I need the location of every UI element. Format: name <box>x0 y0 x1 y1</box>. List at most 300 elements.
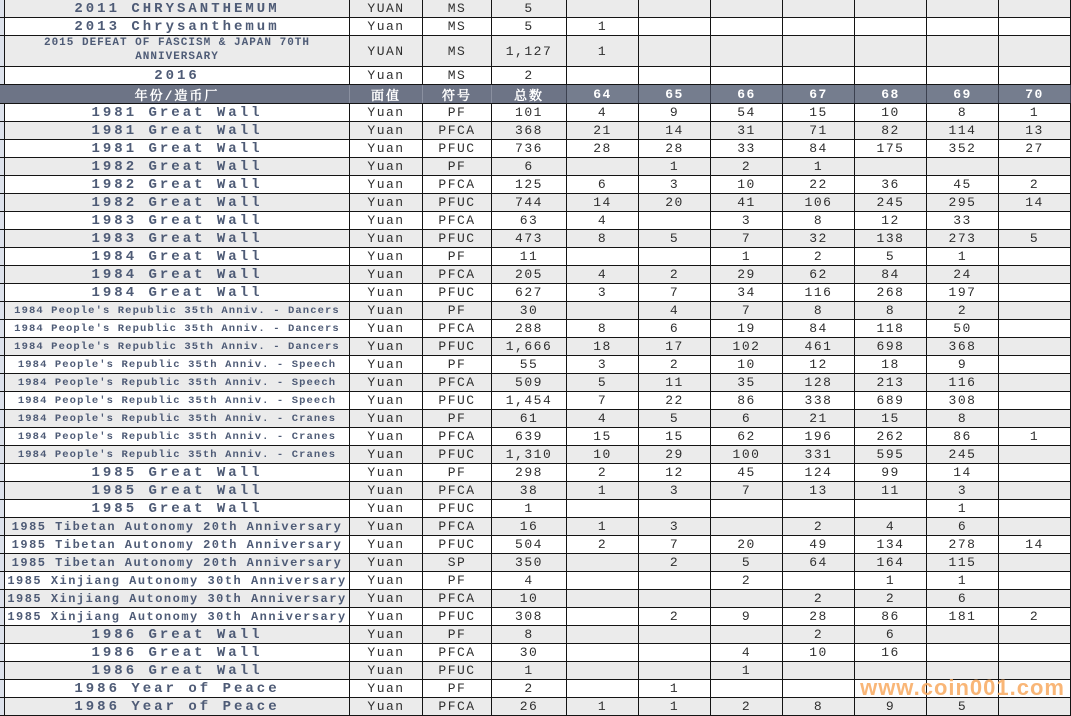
grade-count-cell: 14 <box>927 464 999 481</box>
grade-count-cell: 5 <box>639 410 711 427</box>
grade-count-cell: 2 <box>999 176 1071 193</box>
grade-count-cell: 368 <box>927 338 999 355</box>
denomination-cell: Yuan <box>350 338 423 355</box>
grade-count-cell: 116 <box>783 284 855 301</box>
grade-count-cell: 20 <box>639 194 711 211</box>
denomination-cell: Yuan <box>350 122 423 139</box>
grade-count-cell: 6 <box>927 518 999 535</box>
grade-count-cell: 2 <box>999 608 1071 625</box>
grade-count-cell <box>855 158 927 175</box>
grade-count-cell: 36 <box>855 176 927 193</box>
coin-name-cell: 1985 Xinjiang Autonomy 30th Anniversary <box>5 608 350 625</box>
grade-count-cell <box>711 18 783 35</box>
grade-count-cell: 114 <box>927 122 999 139</box>
grade-count-cell: 213 <box>855 374 927 391</box>
grade-count-cell: 2 <box>783 626 855 643</box>
grade-count-cell: 33 <box>927 212 999 229</box>
grade-count-cell: 1 <box>567 482 639 499</box>
grade-count-cell <box>639 248 711 265</box>
total-count-cell: 2 <box>492 680 567 697</box>
grade-count-cell <box>639 0 711 17</box>
grade-count-cell: 10 <box>711 176 783 193</box>
total-count-cell: 639 <box>492 428 567 445</box>
symbol-cell: PFUC <box>423 392 492 409</box>
grade-count-cell <box>999 284 1071 301</box>
grade-count-cell: 8 <box>855 302 927 319</box>
table-row <box>0 212 1071 230</box>
grade-count-cell <box>999 392 1071 409</box>
coin-name-cell: 1984 People's Republic 35th Anniv. - Dancers <box>5 302 350 319</box>
grade-count-cell <box>567 590 639 607</box>
total-count-cell: 26 <box>492 698 567 715</box>
total-count-cell: 744 <box>492 194 567 211</box>
denomination-cell: Yuan <box>350 374 423 391</box>
symbol-cell: MS <box>423 36 492 66</box>
table-row <box>0 230 1071 248</box>
coin-name-cell: 2015 DEFEAT OF FASCISM & JAPAN 70TH ANNIVERSARY <box>5 36 350 66</box>
coin-name-cell: 1984 People's Republic 35th Anniv. - Cranes <box>5 410 350 427</box>
grade-count-cell: 124 <box>783 464 855 481</box>
coin-name-cell: 2011 CHRYSANTHEMUM <box>5 0 350 17</box>
grade-count-cell: 33 <box>711 140 783 157</box>
grade-count-cell: 84 <box>783 140 855 157</box>
grade-count-cell: 5 <box>639 230 711 247</box>
denomination-cell: Yuan <box>350 698 423 715</box>
grade-count-cell: 18 <box>567 338 639 355</box>
table-row <box>0 36 1071 67</box>
coin-name-cell: 2016 <box>5 67 350 84</box>
grade-count-cell: 71 <box>783 122 855 139</box>
grade-count-cell: 2 <box>711 698 783 715</box>
grade-count-cell: 197 <box>927 284 999 301</box>
grade-count-cell: 115 <box>927 554 999 571</box>
grade-count-cell: 1 <box>567 698 639 715</box>
grade-count-cell: 16 <box>855 644 927 661</box>
grade-count-cell: 12 <box>855 212 927 229</box>
denomination-cell: Yuan <box>350 572 423 589</box>
denomination-cell: Yuan <box>350 140 423 157</box>
grade-count-cell: 5 <box>927 698 999 715</box>
symbol-cell: PFCA <box>423 590 492 607</box>
denomination-cell: Yuan <box>350 176 423 193</box>
grade-count-cell: 4 <box>639 302 711 319</box>
table-row <box>0 0 1071 18</box>
grade-count-cell <box>999 158 1071 175</box>
grade-count-cell: 19 <box>711 320 783 337</box>
denomination-cell: Yuan <box>350 410 423 427</box>
denomination-cell: Yuan <box>350 662 423 679</box>
grade-count-cell <box>567 0 639 17</box>
grade-count-cell: 2 <box>783 518 855 535</box>
grade-count-cell: 134 <box>855 536 927 553</box>
grade-count-cell <box>567 158 639 175</box>
symbol-cell: PFUC <box>423 140 492 157</box>
column-header-year-mint: 年份/造币厂 <box>5 85 350 103</box>
denomination-cell: Yuan <box>350 536 423 553</box>
grade-count-cell: 3 <box>639 482 711 499</box>
grade-count-cell <box>567 248 639 265</box>
grade-count-cell: 1 <box>639 680 711 697</box>
grade-count-cell: 2 <box>639 554 711 571</box>
symbol-cell: MS <box>423 67 492 84</box>
grade-count-cell <box>999 67 1071 84</box>
grade-count-cell <box>999 248 1071 265</box>
table-row <box>0 410 1071 428</box>
table-row <box>0 680 1071 698</box>
column-header-symbol: 符号 <box>423 85 492 103</box>
grade-count-cell: 295 <box>927 194 999 211</box>
grade-count-cell <box>999 680 1071 697</box>
grade-count-cell: 8 <box>927 104 999 121</box>
grade-count-cell: 6 <box>927 590 999 607</box>
table-row <box>0 67 1071 85</box>
grade-count-cell <box>783 680 855 697</box>
grade-count-cell <box>927 18 999 35</box>
grade-count-cell: 7 <box>567 392 639 409</box>
grade-count-cell: 262 <box>855 428 927 445</box>
grade-count-cell: 4 <box>711 644 783 661</box>
grade-count-cell: 3 <box>567 356 639 373</box>
grade-count-cell: 6 <box>855 626 927 643</box>
grade-count-cell: 2 <box>783 248 855 265</box>
grade-count-cell <box>999 356 1071 373</box>
grade-count-cell: 24 <box>927 266 999 283</box>
grade-count-cell: 82 <box>855 122 927 139</box>
grade-count-cell: 4 <box>567 410 639 427</box>
denomination-cell: Yuan <box>350 446 423 463</box>
total-count-cell: 627 <box>492 284 567 301</box>
grade-count-cell: 8 <box>927 410 999 427</box>
grade-count-cell: 106 <box>783 194 855 211</box>
denomination-cell: YUAN <box>350 0 423 17</box>
symbol-cell: PF <box>423 572 492 589</box>
total-count-cell: 504 <box>492 536 567 553</box>
table-row <box>0 626 1071 644</box>
grade-count-cell: 41 <box>711 194 783 211</box>
table-row <box>0 644 1071 662</box>
grade-count-cell: 2 <box>567 464 639 481</box>
column-header-grade: 68 <box>855 85 927 103</box>
coin-name-cell: 1981 Great Wall <box>5 104 350 121</box>
denomination-cell: Yuan <box>350 608 423 625</box>
coin-name-cell: 1982 Great Wall <box>5 176 350 193</box>
grade-count-cell <box>999 572 1071 589</box>
grade-count-cell <box>567 572 639 589</box>
symbol-cell: PFCA <box>423 176 492 193</box>
column-header-grade: 65 <box>639 85 711 103</box>
grade-count-cell <box>999 698 1071 715</box>
total-count-cell: 55 <box>492 356 567 373</box>
grade-count-cell: 10 <box>783 644 855 661</box>
denomination-cell: Yuan <box>350 158 423 175</box>
grade-count-cell: 15 <box>783 104 855 121</box>
denomination-cell: Yuan <box>350 626 423 643</box>
coin-name-cell: 1985 Great Wall <box>5 500 350 517</box>
grade-count-cell: 62 <box>783 266 855 283</box>
table-row <box>0 590 1071 608</box>
grade-count-cell: 35 <box>711 374 783 391</box>
grade-count-cell: 268 <box>855 284 927 301</box>
grade-count-cell: 461 <box>783 338 855 355</box>
grade-count-cell: 14 <box>999 194 1071 211</box>
total-count-cell: 63 <box>492 212 567 229</box>
symbol-cell: PFCA <box>423 428 492 445</box>
symbol-cell: PFUC <box>423 194 492 211</box>
symbol-cell: PFUC <box>423 284 492 301</box>
total-count-cell: 101 <box>492 104 567 121</box>
grade-count-cell: 62 <box>711 428 783 445</box>
grade-count-cell <box>999 374 1071 391</box>
grade-count-cell <box>783 67 855 84</box>
grade-count-cell: 278 <box>927 536 999 553</box>
grade-count-cell: 6 <box>567 176 639 193</box>
symbol-cell: PF <box>423 410 492 427</box>
table-row <box>0 572 1071 590</box>
denomination-cell: Yuan <box>350 212 423 229</box>
grade-count-cell: 6 <box>711 410 783 427</box>
grade-count-cell: 3 <box>567 284 639 301</box>
table-row <box>0 338 1071 356</box>
grade-count-cell: 64 <box>783 554 855 571</box>
grade-count-cell: 4 <box>567 212 639 229</box>
grade-count-cell <box>639 572 711 589</box>
grade-count-cell <box>855 0 927 17</box>
total-count-cell: 2 <box>492 67 567 84</box>
grade-count-cell: 12 <box>639 464 711 481</box>
coin-name-cell: 1985 Xinjiang Autonomy 30th Anniversary <box>5 572 350 589</box>
table-row <box>0 18 1071 36</box>
grade-count-cell <box>927 626 999 643</box>
grade-count-cell <box>927 36 999 66</box>
total-count-cell: 1 <box>492 662 567 679</box>
symbol-cell: SP <box>423 554 492 571</box>
total-count-cell: 509 <box>492 374 567 391</box>
denomination-cell: Yuan <box>350 392 423 409</box>
grade-count-cell: 9 <box>855 698 927 715</box>
denomination-cell: Yuan <box>350 356 423 373</box>
total-count-cell: 308 <box>492 608 567 625</box>
total-count-cell: 288 <box>492 320 567 337</box>
grade-count-cell: 10 <box>711 356 783 373</box>
grade-count-cell: 116 <box>927 374 999 391</box>
symbol-cell: PFCA <box>423 266 492 283</box>
grade-count-cell <box>999 320 1071 337</box>
grade-count-cell: 14 <box>639 122 711 139</box>
total-count-cell: 4 <box>492 572 567 589</box>
grade-count-cell <box>999 644 1071 661</box>
grade-count-cell: 9 <box>639 104 711 121</box>
denomination-cell: Yuan <box>350 266 423 283</box>
grade-count-cell: 32 <box>783 230 855 247</box>
total-count-cell: 30 <box>492 644 567 661</box>
total-count-cell: 1,310 <box>492 446 567 463</box>
grade-count-cell: 6 <box>639 320 711 337</box>
symbol-cell: PFCA <box>423 698 492 715</box>
grade-count-cell <box>999 590 1071 607</box>
grade-count-cell: 14 <box>999 536 1071 553</box>
symbol-cell: PF <box>423 680 492 697</box>
grade-count-cell: 1 <box>783 158 855 175</box>
coin-name-cell: 1985 Tibetan Autonomy 20th Anniversary <box>5 518 350 535</box>
grade-count-cell <box>927 644 999 661</box>
coin-name-cell: 1986 Great Wall <box>5 662 350 679</box>
grade-count-cell: 9 <box>711 608 783 625</box>
grade-count-cell <box>927 662 999 679</box>
grade-count-cell: 28 <box>783 608 855 625</box>
grade-count-cell <box>711 0 783 17</box>
grade-count-cell <box>999 500 1071 517</box>
grade-count-cell: 1 <box>567 36 639 66</box>
denomination-cell: Yuan <box>350 500 423 517</box>
grade-count-cell <box>783 36 855 66</box>
table-row <box>0 104 1071 122</box>
grade-count-cell: 128 <box>783 374 855 391</box>
grade-count-cell <box>999 662 1071 679</box>
grade-count-cell: 29 <box>711 266 783 283</box>
grade-count-cell: 15 <box>639 428 711 445</box>
grade-count-cell: 8 <box>783 212 855 229</box>
symbol-cell: PFUC <box>423 230 492 247</box>
column-header-grade: 69 <box>927 85 999 103</box>
grade-count-cell <box>999 212 1071 229</box>
denomination-cell: YUAN <box>350 36 423 66</box>
grade-count-cell: 86 <box>927 428 999 445</box>
denomination-cell: Yuan <box>350 67 423 84</box>
grade-count-cell: 2 <box>567 536 639 553</box>
symbol-cell: PFUC <box>423 662 492 679</box>
grade-count-cell: 15 <box>567 428 639 445</box>
grade-count-cell <box>639 644 711 661</box>
grade-count-cell: 20 <box>711 536 783 553</box>
grade-count-cell <box>639 212 711 229</box>
column-header-grade: 64 <box>567 85 639 103</box>
grade-count-cell <box>639 662 711 679</box>
coin-name-cell: 1981 Great Wall <box>5 122 350 139</box>
grade-count-cell: 3 <box>711 212 783 229</box>
symbol-cell: PFCA <box>423 374 492 391</box>
total-count-cell: 38 <box>492 482 567 499</box>
grade-count-cell: 689 <box>855 392 927 409</box>
grade-count-cell: 2 <box>639 356 711 373</box>
table-row <box>0 158 1071 176</box>
grade-count-cell: 28 <box>567 140 639 157</box>
table-row <box>0 464 1071 482</box>
table-row <box>0 356 1071 374</box>
grade-count-cell <box>567 644 639 661</box>
grade-count-cell: 10 <box>855 104 927 121</box>
grade-count-cell <box>999 626 1071 643</box>
grade-count-cell: 100 <box>711 446 783 463</box>
table-row <box>0 662 1071 680</box>
grade-count-cell: 2 <box>639 608 711 625</box>
total-count-cell: 16 <box>492 518 567 535</box>
grade-count-cell: 45 <box>711 464 783 481</box>
grade-count-cell: 99 <box>855 464 927 481</box>
coin-name-cell: 1984 Great Wall <box>5 266 350 283</box>
grade-count-cell: 273 <box>927 230 999 247</box>
total-count-cell: 125 <box>492 176 567 193</box>
total-count-cell: 1,666 <box>492 338 567 355</box>
grade-count-cell: 50 <box>927 320 999 337</box>
symbol-cell: PF <box>423 626 492 643</box>
grade-count-cell: 10 <box>567 446 639 463</box>
coin-name-cell: 1983 Great Wall <box>5 230 350 247</box>
symbol-cell: PF <box>423 302 492 319</box>
total-count-cell: 736 <box>492 140 567 157</box>
symbol-cell: PF <box>423 104 492 121</box>
coin-name-cell: 1983 Great Wall <box>5 212 350 229</box>
grade-count-cell <box>999 0 1071 17</box>
denomination-cell: Yuan <box>350 482 423 499</box>
denomination-cell: Yuan <box>350 554 423 571</box>
grade-count-cell: 86 <box>855 608 927 625</box>
grade-count-cell: 7 <box>711 230 783 247</box>
grade-count-cell: 2 <box>711 572 783 589</box>
grade-count-cell <box>855 680 927 697</box>
grade-count-cell <box>783 18 855 35</box>
denomination-cell: Yuan <box>350 644 423 661</box>
table-row <box>0 428 1071 446</box>
grade-count-cell <box>711 36 783 66</box>
symbol-cell: PF <box>423 158 492 175</box>
grade-count-cell: 31 <box>711 122 783 139</box>
denomination-cell: Yuan <box>350 194 423 211</box>
grade-count-cell: 7 <box>639 536 711 553</box>
grade-count-cell: 2 <box>783 590 855 607</box>
grade-count-cell <box>639 590 711 607</box>
denomination-cell: Yuan <box>350 680 423 697</box>
site-watermark: www.coin001.com <box>860 675 1065 700</box>
grade-count-cell: 1 <box>711 248 783 265</box>
grade-count-cell: 1 <box>567 18 639 35</box>
grade-count-cell <box>711 518 783 535</box>
column-header-denomination: 面值 <box>350 85 423 103</box>
symbol-cell: PFCA <box>423 212 492 229</box>
grade-count-cell: 181 <box>927 608 999 625</box>
total-count-cell: 10 <box>492 590 567 607</box>
grade-count-cell <box>567 554 639 571</box>
symbol-cell: MS <box>423 18 492 35</box>
total-count-cell: 1,454 <box>492 392 567 409</box>
grade-count-cell <box>639 500 711 517</box>
grade-count-cell: 308 <box>927 392 999 409</box>
grade-count-cell: 138 <box>855 230 927 247</box>
grade-count-cell <box>927 680 999 697</box>
grade-count-cell: 245 <box>927 446 999 463</box>
symbol-cell: MS <box>423 0 492 17</box>
grade-count-cell <box>567 302 639 319</box>
table-row <box>0 482 1071 500</box>
grade-count-cell: 18 <box>855 356 927 373</box>
grade-count-cell: 7 <box>639 284 711 301</box>
table-row <box>0 122 1071 140</box>
grade-count-cell <box>711 67 783 84</box>
grade-count-cell <box>999 518 1071 535</box>
coin-name-cell: 1985 Tibetan Autonomy 20th Anniversary <box>5 536 350 553</box>
grade-count-cell <box>999 18 1071 35</box>
denomination-cell: Yuan <box>350 590 423 607</box>
table-row <box>0 374 1071 392</box>
denomination-cell: Yuan <box>350 464 423 481</box>
grade-count-cell: 15 <box>855 410 927 427</box>
grade-count-cell <box>711 626 783 643</box>
grade-count-cell: 34 <box>711 284 783 301</box>
grade-count-cell: 5 <box>711 554 783 571</box>
grade-count-cell <box>927 67 999 84</box>
grade-count-cell: 4 <box>855 518 927 535</box>
total-count-cell: 6 <box>492 158 567 175</box>
grade-count-cell: 27 <box>999 140 1071 157</box>
